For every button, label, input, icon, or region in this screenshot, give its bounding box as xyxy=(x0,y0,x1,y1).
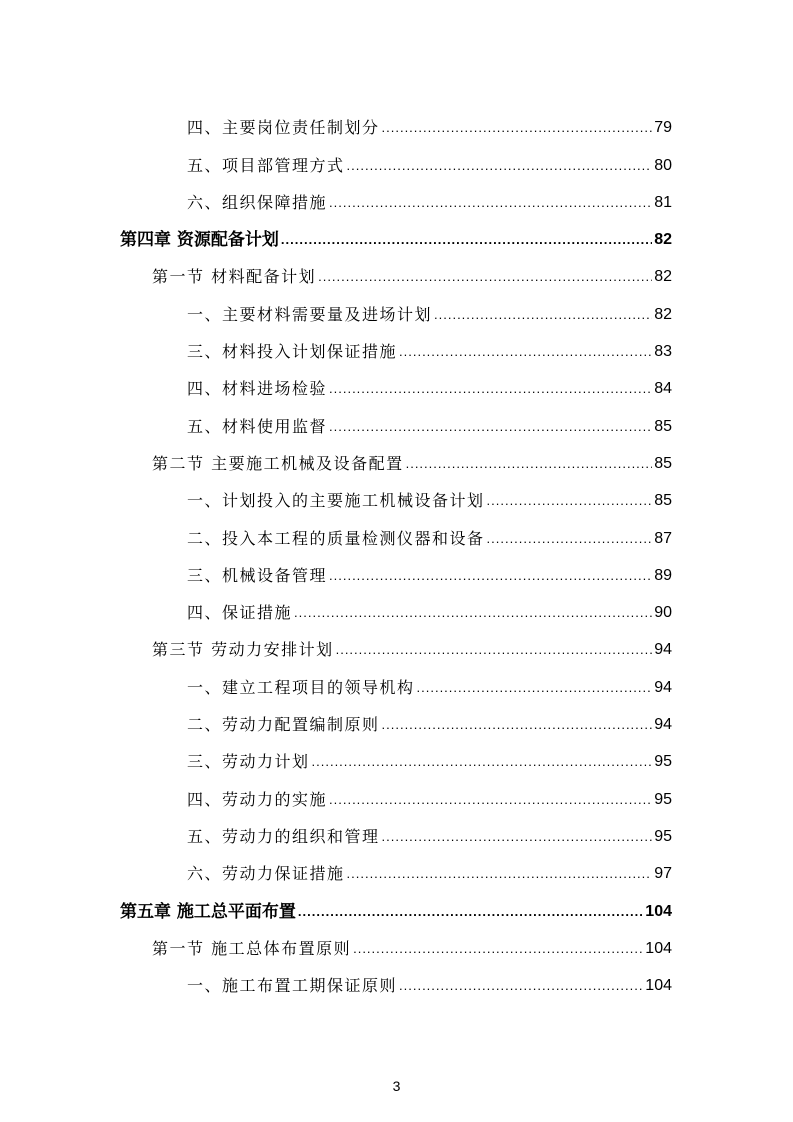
toc-entry-title: 三、材料投入计划保证措施 xyxy=(187,342,398,362)
toc-dot-leader xyxy=(417,678,653,698)
toc-entry[interactable] xyxy=(120,362,672,399)
toc-entry[interactable] xyxy=(120,959,672,996)
toc-entry-page: 94 xyxy=(654,641,672,659)
toc-dot-leader xyxy=(382,715,653,735)
toc-entry-title: 第五章 施工总平面布置 xyxy=(120,901,296,922)
toc-entry[interactable] xyxy=(120,847,672,884)
toc-entry-title: 四、主要岗位责任制划分 xyxy=(187,118,380,138)
toc-entry[interactable] xyxy=(120,810,672,847)
toc-entry-page: 85 xyxy=(654,454,672,472)
toc-dot-leader xyxy=(382,118,653,138)
toc-dot-leader xyxy=(336,640,653,660)
toc-entry-title: 三、劳动力计划 xyxy=(187,752,310,772)
toc-dot-leader xyxy=(434,305,652,325)
toc-entry-page: 82 xyxy=(654,268,672,286)
table-of-contents xyxy=(120,101,672,996)
toc-dot-leader xyxy=(281,230,652,250)
toc-dot-leader xyxy=(406,454,653,474)
toc-chapter-entry[interactable] xyxy=(120,884,672,921)
toc-dot-leader xyxy=(298,902,643,922)
toc-entry[interactable] xyxy=(120,586,672,623)
toc-entry-title: 一、计划投入的主要施工机械设备计划 xyxy=(187,491,485,511)
toc-entry-title: 四、材料进场检验 xyxy=(187,379,328,399)
toc-dot-leader xyxy=(487,529,653,549)
toc-entry-page: 87 xyxy=(654,529,672,547)
toc-section-entry[interactable] xyxy=(120,623,672,660)
toc-dot-leader xyxy=(399,342,652,362)
page-number: 3 xyxy=(392,1078,401,1094)
toc-dot-leader xyxy=(329,379,652,399)
toc-dot-leader xyxy=(353,939,643,959)
toc-entry[interactable] xyxy=(120,101,672,138)
toc-entry-title: 第一节 材料配备计划 xyxy=(152,267,317,287)
toc-entry[interactable] xyxy=(120,511,672,548)
toc-entry-title: 第二节 主要施工机械及设备配置 xyxy=(152,453,404,473)
toc-section-entry[interactable] xyxy=(120,437,672,474)
toc-entry-page: 83 xyxy=(654,343,672,361)
toc-entry-title: 四、保证措施 xyxy=(187,603,293,623)
toc-entry[interactable] xyxy=(120,660,672,697)
toc-entry-title: 六、劳动力保证措施 xyxy=(187,864,345,884)
toc-entry-title: 第一节 施工总体布置原则 xyxy=(152,938,352,958)
toc-dot-leader xyxy=(347,156,653,176)
toc-entry-title: 二、劳动力配置编制原则 xyxy=(187,715,380,735)
toc-dot-leader xyxy=(347,864,653,884)
toc-entry-page: 81 xyxy=(654,193,672,211)
toc-entry-title: 一、建立工程项目的领导机构 xyxy=(187,677,415,697)
toc-dot-leader xyxy=(329,790,652,810)
toc-dot-leader xyxy=(329,417,652,437)
toc-entry[interactable] xyxy=(120,549,672,586)
toc-entry-page: 84 xyxy=(654,380,672,398)
toc-dot-leader xyxy=(318,267,652,287)
toc-dot-leader xyxy=(382,827,653,847)
toc-dot-leader xyxy=(329,193,652,213)
toc-entry-page: 90 xyxy=(654,604,672,622)
toc-entry-page: 82 xyxy=(654,231,672,249)
toc-entry-title: 一、主要材料需要量及进场计划 xyxy=(187,304,433,324)
toc-entry-page: 95 xyxy=(654,827,672,845)
toc-entry-title: 六、组织保障措施 xyxy=(187,192,328,212)
toc-entry-title: 三、机械设备管理 xyxy=(187,565,328,585)
toc-dot-leader xyxy=(399,976,643,996)
toc-entry[interactable] xyxy=(120,698,672,735)
toc-entry-page: 95 xyxy=(654,790,672,808)
toc-entry[interactable] xyxy=(120,399,672,436)
toc-entry-title: 一、施工布置工期保证原则 xyxy=(187,976,398,996)
toc-entry-title: 第三节 劳动力安排计划 xyxy=(152,640,334,660)
toc-dot-leader xyxy=(294,603,652,623)
toc-entry-page: 104 xyxy=(645,902,672,920)
toc-entry-page: 82 xyxy=(654,305,672,323)
toc-entry[interactable] xyxy=(120,772,672,809)
toc-entry-title: 五、项目部管理方式 xyxy=(187,155,345,175)
toc-entry-page: 85 xyxy=(654,417,672,435)
toc-entry[interactable] xyxy=(120,287,672,324)
toc-entry[interactable] xyxy=(120,735,672,772)
toc-entry-title: 第四章 资源配备计划 xyxy=(120,230,279,251)
toc-entry-title: 二、投入本工程的质量检测仪器和设备 xyxy=(187,528,485,548)
toc-entry-page: 94 xyxy=(654,678,672,696)
toc-entry-page: 94 xyxy=(654,716,672,734)
toc-entry-page: 89 xyxy=(654,566,672,584)
toc-entry-page: 104 xyxy=(645,939,672,957)
toc-entry[interactable] xyxy=(120,138,672,175)
toc-entry-title: 五、材料使用监督 xyxy=(187,416,328,436)
toc-entry-title: 五、劳动力的组织和管理 xyxy=(187,826,380,846)
toc-section-entry[interactable] xyxy=(120,922,672,959)
toc-dot-leader xyxy=(329,566,652,586)
toc-chapter-entry[interactable] xyxy=(120,213,672,250)
toc-dot-leader xyxy=(487,491,653,511)
toc-entry-title: 四、劳动力的实施 xyxy=(187,789,328,809)
toc-entry-page: 104 xyxy=(645,977,672,995)
toc-entry-page: 97 xyxy=(654,865,672,883)
toc-entry-page: 80 xyxy=(654,156,672,174)
toc-entry-page: 79 xyxy=(654,119,672,137)
toc-section-entry[interactable] xyxy=(120,250,672,287)
toc-entry-page: 95 xyxy=(654,753,672,771)
toc-entry[interactable] xyxy=(120,474,672,511)
toc-dot-leader xyxy=(312,752,653,772)
toc-entry-page: 85 xyxy=(654,492,672,510)
toc-entry[interactable] xyxy=(120,176,672,213)
toc-entry[interactable] xyxy=(120,325,672,362)
